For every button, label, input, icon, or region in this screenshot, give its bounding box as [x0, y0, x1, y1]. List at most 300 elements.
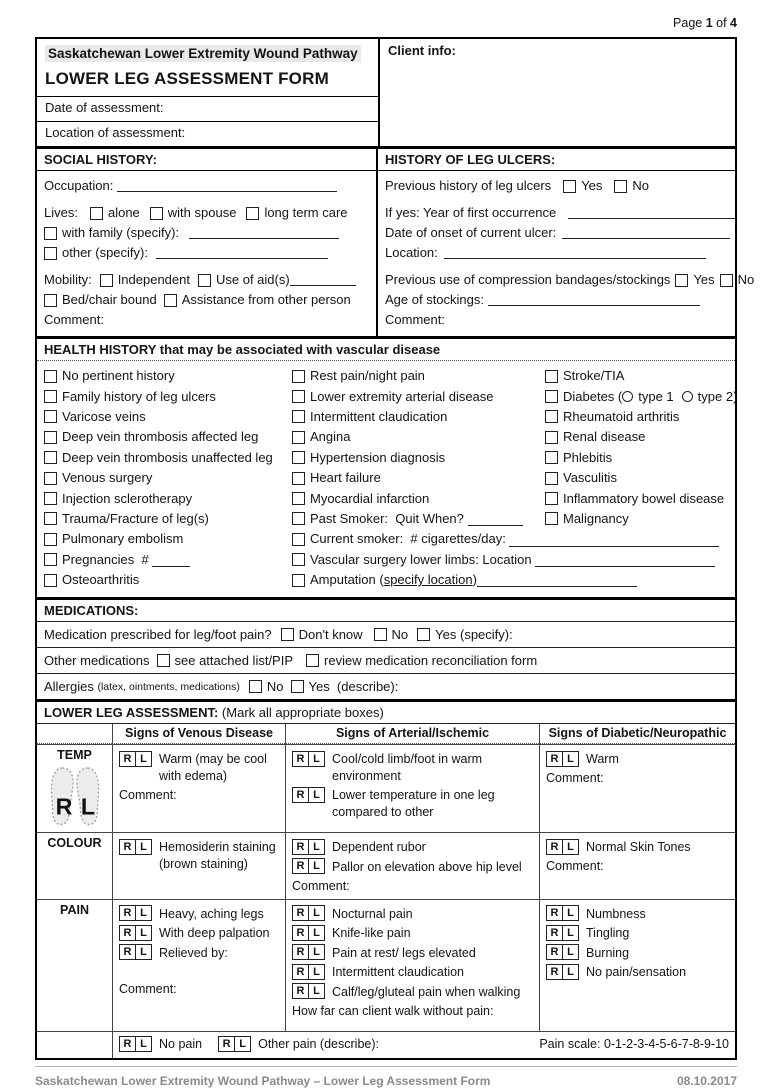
- form-line: [545, 488, 728, 508]
- page-current: 1: [705, 16, 713, 30]
- spacer: [157, 300, 164, 301]
- pain-venous-cell: [112, 899, 285, 1031]
- checkbox-icon[interactable]: [150, 207, 163, 220]
- right-box[interactable]: R: [222, 1037, 231, 1050]
- left-box[interactable]: L: [308, 859, 324, 873]
- left-box[interactable]: L: [308, 752, 324, 766]
- right-left-option: [119, 1036, 202, 1053]
- checkbox-label: No: [737, 272, 755, 287]
- text: Pain scale: 0-1-2-3-4-5-6-7-8-9-10: [539, 1037, 729, 1052]
- form-line: [292, 488, 545, 508]
- form-line: [119, 981, 280, 998]
- checkbox-option: [44, 428, 258, 446]
- checkbox-icon[interactable]: [720, 274, 733, 287]
- checkbox-option: [675, 271, 714, 289]
- checkbox-label: Rheumatoid arthritis: [563, 408, 680, 424]
- checkbox-icon[interactable]: [292, 410, 305, 423]
- right-left-boxes: [546, 905, 579, 921]
- checkbox-icon[interactable]: [44, 431, 57, 444]
- right-left-option: [119, 839, 280, 873]
- right-left-label: Pain at rest/ legs elevated: [332, 945, 476, 960]
- checkbox-label: Malignancy: [563, 510, 629, 526]
- text: Mobility:: [44, 272, 92, 287]
- checkbox-icon[interactable]: [90, 207, 103, 220]
- checkbox-label: alone: [107, 205, 140, 220]
- right-box[interactable]: R: [296, 985, 305, 998]
- checkbox-label: Yes (describe):: [308, 678, 399, 694]
- spacer: [236, 213, 246, 214]
- checkbox-option: [292, 510, 468, 528]
- checkbox-icon[interactable]: [44, 533, 57, 546]
- left-box[interactable]: L: [234, 1037, 250, 1051]
- checkbox-label: Diabetes (: [563, 388, 623, 404]
- form-line: [44, 244, 369, 262]
- checkbox-label: Venous surgery: [62, 470, 153, 486]
- checkbox-label: Injection sclerotherapy: [62, 490, 193, 506]
- assessment-title-bold: LOWER LEG ASSESSMENT:: [44, 705, 219, 721]
- checkbox-icon[interactable]: [545, 370, 558, 383]
- form-line: [292, 878, 534, 895]
- medications-title: MEDICATIONS:: [44, 603, 139, 619]
- checkbox-option: [545, 449, 612, 467]
- right-box[interactable]: R: [296, 907, 305, 920]
- checkbox-label: Inflammatory bowel disease: [563, 490, 725, 506]
- blank-line[interactable]: [117, 178, 337, 192]
- checkbox-label: Angina: [310, 429, 351, 445]
- checkbox-option: [44, 551, 152, 569]
- right-box[interactable]: R: [296, 840, 305, 853]
- form-line: [119, 839, 280, 873]
- left-box[interactable]: L: [562, 945, 578, 959]
- checkbox-label: Pregnancies #: [62, 551, 153, 567]
- checkbox-icon[interactable]: [292, 533, 305, 546]
- lower-leg-assessment-section: [37, 699, 735, 1058]
- right-foot-letter[interactable]: R: [55, 793, 72, 820]
- checkbox-label: Varicose veins: [62, 408, 146, 424]
- form-line: [545, 448, 728, 468]
- checkbox-icon[interactable]: [417, 628, 430, 641]
- right-left-label: Calf/leg/gluteal pain when walking: [332, 984, 521, 999]
- form-line: [292, 905, 534, 922]
- form-line: [119, 751, 280, 785]
- right-box[interactable]: R: [123, 907, 132, 920]
- checkbox-icon[interactable]: [44, 370, 57, 383]
- form-line: [44, 311, 369, 329]
- checkbox-icon[interactable]: [198, 274, 211, 287]
- form-line: [292, 366, 545, 386]
- form-line: [546, 839, 730, 856]
- form-line: [545, 468, 728, 488]
- left-box[interactable]: L: [135, 926, 151, 940]
- spacer: [551, 186, 563, 187]
- checkbox-icon[interactable]: [44, 553, 57, 566]
- text: Lives:: [44, 205, 78, 220]
- form-line: [44, 468, 292, 488]
- checkbox-option: [563, 177, 602, 195]
- checkbox-icon[interactable]: [374, 628, 387, 641]
- checkbox-label: Bed/chair bound: [62, 292, 157, 307]
- form-line: [292, 509, 545, 529]
- pathway-title: Saskatchewan Lower Extremity Wound Pathway: [45, 45, 361, 62]
- checkbox-icon[interactable]: [164, 294, 177, 307]
- checkbox-label: Current smoker: # cigarettes/day:: [310, 531, 510, 547]
- spacer: [284, 686, 291, 687]
- right-box[interactable]: R: [123, 946, 132, 959]
- venous-column-header: Signs of Venous Disease: [112, 724, 285, 744]
- checkbox-label: Don't know: [298, 626, 363, 642]
- checkbox-icon[interactable]: [44, 574, 57, 587]
- checkbox-icon[interactable]: [292, 512, 305, 525]
- checkbox-label: Myocardial infarction: [310, 490, 430, 506]
- spacer: [272, 634, 281, 635]
- checkbox-icon[interactable]: [675, 274, 688, 287]
- form-line: [546, 770, 730, 787]
- form-line: [44, 448, 292, 468]
- checkbox-option: [545, 388, 622, 406]
- right-left-option: [292, 751, 534, 785]
- left-box[interactable]: L: [135, 1037, 151, 1051]
- checkbox-label: Trauma/Fracture of leg(s): [62, 510, 209, 526]
- checkbox-icon[interactable]: [44, 227, 57, 240]
- left-box[interactable]: L: [308, 965, 324, 979]
- right-box[interactable]: R: [296, 860, 305, 873]
- form-line: [44, 271, 369, 289]
- checkbox-icon[interactable]: [157, 654, 170, 667]
- right-left-option: [546, 925, 629, 942]
- spacer: [674, 396, 682, 397]
- form-line: [292, 386, 545, 406]
- pain-row-label: PAIN: [37, 899, 112, 1031]
- radio-icon[interactable]: [622, 391, 633, 402]
- checkbox-icon[interactable]: [292, 390, 305, 403]
- client-info-box[interactable]: Client info:: [388, 43, 456, 58]
- spacer: [363, 634, 374, 635]
- right-left-label: Nocturnal pain: [332, 906, 413, 921]
- text: Medication prescribed for leg/foot pain?: [44, 626, 272, 642]
- form-line: [385, 177, 728, 195]
- pain-diabetic-cell: [539, 899, 735, 1031]
- right-left-boxes: [119, 839, 152, 855]
- right-box[interactable]: R: [296, 965, 305, 978]
- location-of-assessment-field[interactable]: Location of assessment:: [45, 125, 186, 140]
- assessment-table: [37, 724, 735, 1058]
- form-line: [44, 529, 292, 549]
- left-box[interactable]: L: [135, 840, 151, 854]
- checkbox-option: [44, 388, 216, 406]
- left-box[interactable]: L: [308, 788, 324, 802]
- right-left-option: [292, 925, 411, 942]
- spacer: [78, 213, 90, 214]
- left-box[interactable]: L: [562, 840, 578, 854]
- right-box[interactable]: R: [123, 752, 132, 765]
- spacer: [408, 634, 417, 635]
- checkbox-icon[interactable]: [44, 247, 57, 260]
- checkbox-label: see attached list/PIP: [174, 652, 294, 668]
- health-history-grid: [37, 361, 738, 597]
- checkbox-icon[interactable]: [545, 390, 558, 403]
- left-box[interactable]: L: [562, 926, 578, 940]
- text: Other medications: [44, 652, 150, 668]
- checkbox-icon[interactable]: [292, 553, 305, 566]
- checkbox-option: [100, 271, 190, 289]
- title-box: [37, 39, 378, 97]
- checkbox-icon[interactable]: [44, 512, 57, 525]
- blank-line[interactable]: [444, 245, 706, 259]
- right-box[interactable]: R: [296, 926, 305, 939]
- form-line: [119, 964, 280, 979]
- checkbox-option: [44, 244, 148, 262]
- spacer: [602, 186, 614, 187]
- checkbox-icon[interactable]: [44, 451, 57, 464]
- checkbox-label: Vascular surgery lower limbs: Location: [310, 551, 536, 567]
- checkbox-option: [44, 571, 139, 589]
- checkbox-option: [292, 469, 381, 487]
- text: Comment:: [546, 771, 604, 786]
- checkbox-label: long term care: [264, 205, 348, 220]
- checkbox-icon[interactable]: [292, 492, 305, 505]
- spacer: [148, 253, 156, 254]
- checkbox-icon[interactable]: [292, 472, 305, 485]
- right-box[interactable]: R: [550, 926, 559, 939]
- checkbox-icon[interactable]: [100, 274, 113, 287]
- checkbox-option: [157, 652, 294, 670]
- right-left-boxes: [546, 925, 579, 941]
- text: Comment:: [546, 859, 604, 874]
- text: Comment:: [119, 982, 177, 997]
- text: Location:: [385, 245, 438, 260]
- health-history-column-2: [292, 366, 545, 590]
- checkbox-label: Deep vein thrombosis affected leg: [62, 429, 259, 445]
- spacer: [140, 213, 150, 214]
- left-box[interactable]: L: [135, 752, 151, 766]
- left-box[interactable]: L: [562, 906, 578, 920]
- blank-line[interactable]: [562, 225, 730, 239]
- form-line: [44, 291, 369, 309]
- form-line: [292, 925, 534, 942]
- right-left-label: Intermittent claudication: [332, 965, 465, 980]
- blank-line[interactable]: [488, 292, 700, 306]
- checkbox-icon[interactable]: [306, 654, 319, 667]
- left-box[interactable]: L: [308, 840, 324, 854]
- checkbox-label: Rest pain/night pain: [310, 368, 425, 384]
- checkbox-label: Family history of leg ulcers: [62, 388, 216, 404]
- health-history-title: HEALTH HISTORY that may be associated with vascular disease: [37, 339, 735, 361]
- checkbox-label: Yes: [693, 272, 715, 287]
- checkbox-option: [545, 408, 679, 426]
- right-left-boxes: [546, 964, 579, 980]
- right-box[interactable]: R: [123, 1037, 132, 1050]
- right-left-option: [119, 751, 280, 785]
- checkbox-icon[interactable]: [545, 492, 558, 505]
- right-box[interactable]: R: [296, 946, 305, 959]
- social-history-section: [37, 149, 378, 336]
- checkbox-icon[interactable]: [246, 207, 259, 220]
- checkbox-label: Renal disease: [563, 429, 646, 445]
- text: How far can client walk without pain:: [292, 1003, 494, 1018]
- checkbox-icon[interactable]: [292, 451, 305, 464]
- page-total: 4: [730, 16, 737, 30]
- right-left-boxes: [292, 858, 325, 874]
- left-box[interactable]: L: [135, 906, 151, 920]
- blank-line[interactable]: [568, 205, 736, 219]
- form-line: [44, 550, 292, 570]
- checkbox-icon[interactable]: [291, 680, 304, 693]
- form-line: [292, 787, 534, 821]
- right-left-label: Heavy, aching legs: [159, 906, 264, 921]
- checkbox-icon[interactable]: [292, 574, 305, 587]
- footer-date: 08.10.2017: [676, 1073, 737, 1088]
- right-left-boxes: [292, 839, 325, 855]
- right-box[interactable]: R: [550, 946, 559, 959]
- checkbox-option: [249, 678, 284, 696]
- checkbox-icon[interactable]: [44, 294, 57, 307]
- blank-line[interactable]: [468, 512, 523, 526]
- checkbox-icon[interactable]: [545, 431, 558, 444]
- left-box[interactable]: L: [562, 965, 578, 979]
- form-line: [44, 509, 292, 529]
- checkbox-option: [44, 224, 179, 242]
- text: ): [472, 572, 477, 588]
- checkbox-icon[interactable]: [44, 492, 57, 505]
- checkbox-label: Hypertension diagnosis: [310, 449, 446, 465]
- colour-venous-cell: [112, 832, 285, 899]
- right-left-label: Numbness: [586, 906, 646, 921]
- right-left-boxes: [119, 905, 152, 921]
- radio-label: type 2: [697, 388, 734, 404]
- arterial-column-header: Signs of Arterial/Ischemic: [285, 724, 539, 744]
- checkbox-label: Use of aid(s): [215, 272, 290, 287]
- text: If yes: Year of first occurrence: [385, 205, 557, 220]
- blank-line[interactable]: [156, 245, 328, 259]
- right-box[interactable]: R: [550, 752, 559, 765]
- text: Allergies: [44, 678, 98, 694]
- checkbox-option: [44, 367, 175, 385]
- social-and-ulcer-section: [37, 146, 755, 336]
- form-line: [44, 407, 292, 427]
- right-left-option: [292, 905, 413, 922]
- checkbox-icon[interactable]: [292, 431, 305, 444]
- left-box[interactable]: L: [308, 926, 324, 940]
- checkbox-label: No pertinent history: [62, 368, 175, 384]
- form-line: [546, 944, 730, 961]
- form-line: [385, 291, 728, 309]
- checkbox-icon[interactable]: [614, 180, 627, 193]
- left-box[interactable]: L: [308, 906, 324, 920]
- pain-arterial-cell: [285, 899, 539, 1031]
- text: Comment:: [385, 312, 445, 327]
- checkbox-label: Intermittent claudication: [310, 408, 448, 424]
- checkbox-option: [292, 428, 350, 446]
- blank-line[interactable]: [290, 272, 356, 286]
- checkbox-icon[interactable]: [563, 180, 576, 193]
- right-left-boxes: [119, 1036, 152, 1052]
- checkbox-icon[interactable]: [44, 472, 57, 485]
- text: Comment:: [44, 312, 104, 327]
- radio-icon[interactable]: [682, 391, 693, 402]
- blank-line[interactable]: [152, 553, 190, 567]
- right-box[interactable]: R: [123, 926, 132, 939]
- leg-ulcer-history-title: HISTORY OF LEG ULCERS:: [378, 149, 735, 171]
- checkbox-icon[interactable]: [545, 472, 558, 485]
- checkbox-option: [246, 204, 347, 222]
- checkbox-label: Independent: [117, 272, 190, 287]
- right-left-option: [292, 858, 522, 875]
- checkbox-label: No: [266, 678, 284, 694]
- left-box[interactable]: L: [562, 752, 578, 766]
- right-left-boxes: [292, 925, 325, 941]
- left-foot-letter[interactable]: L: [80, 793, 95, 820]
- right-left-label: Lower temperature in one leg compared to other: [332, 788, 495, 819]
- blank-line[interactable]: [189, 225, 339, 239]
- leg-ulcer-history-content: [378, 171, 755, 336]
- checkbox-option: [292, 530, 509, 548]
- checkbox-option: [44, 408, 146, 426]
- colour-diabetic-cell: [539, 832, 735, 899]
- medications-section: [37, 597, 735, 699]
- checkbox-icon[interactable]: [44, 390, 57, 403]
- right-box[interactable]: R: [296, 752, 305, 765]
- header-left: [37, 39, 380, 146]
- left-box[interactable]: L: [308, 984, 324, 998]
- form-line: [119, 944, 280, 961]
- right-box[interactable]: R: [123, 840, 132, 853]
- right-left-option: [119, 905, 264, 922]
- form-line: [292, 407, 545, 427]
- pain-summary-cell: [112, 1031, 735, 1058]
- checkbox-icon[interactable]: [545, 451, 558, 464]
- right-box[interactable]: R: [550, 840, 559, 853]
- left-box[interactable]: L: [135, 945, 151, 959]
- temp-diabetic-cell: [539, 744, 735, 832]
- right-left-option: [292, 944, 476, 961]
- spacer: [150, 660, 157, 661]
- form-line: [545, 509, 728, 529]
- right-box[interactable]: R: [550, 965, 559, 978]
- social-history-title: SOCIAL HISTORY:: [37, 149, 376, 171]
- form-line: [37, 621, 735, 647]
- checkbox-label: Vasculitis: [563, 470, 617, 486]
- spacer: [202, 1044, 218, 1045]
- right-box[interactable]: R: [296, 788, 305, 801]
- checkbox-icon[interactable]: [545, 512, 558, 525]
- checkbox-icon[interactable]: [44, 410, 57, 423]
- right-left-boxes: [292, 964, 325, 980]
- checkbox-icon[interactable]: [292, 370, 305, 383]
- checkbox-label: Deep vein thrombosis unaffected leg: [62, 449, 273, 465]
- form-line: [44, 488, 292, 508]
- date-of-assessment-field[interactable]: Date of assessment:: [37, 97, 378, 122]
- form-line: [385, 244, 728, 262]
- form-line: [545, 366, 728, 386]
- checkbox-icon[interactable]: [545, 410, 558, 423]
- checkbox-icon[interactable]: [281, 628, 294, 641]
- checkbox-label: with family (specify):: [62, 225, 180, 240]
- medications-rows: [37, 621, 735, 699]
- form-line: [546, 964, 730, 981]
- colour-arterial-cell: [285, 832, 539, 899]
- right-left-option: [119, 925, 270, 942]
- checkbox-icon[interactable]: [249, 680, 262, 693]
- checkbox-option: [720, 271, 755, 289]
- right-box[interactable]: R: [550, 907, 559, 920]
- form-line: [385, 224, 728, 242]
- checkbox-label: Pulmonary embolism: [62, 531, 184, 547]
- form-line: [545, 407, 728, 427]
- right-left-boxes: [292, 751, 325, 767]
- form-line: [546, 858, 730, 875]
- form-line: [119, 925, 280, 942]
- left-box[interactable]: L: [308, 945, 324, 959]
